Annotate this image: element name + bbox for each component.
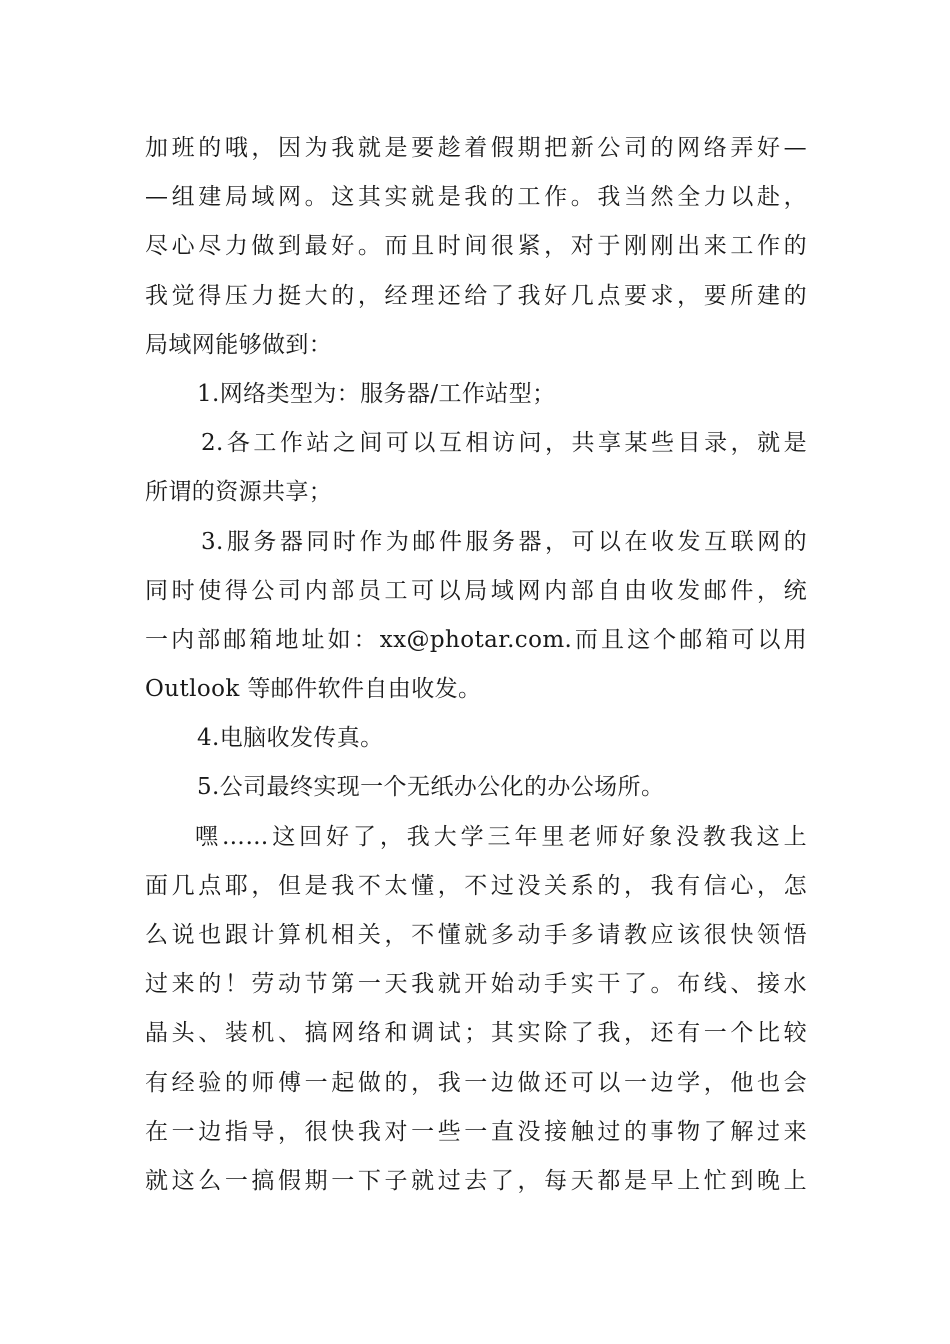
text-line-20: 有经验的师傅一起做的，我一边做还可以一边学，他也会 <box>145 1069 807 1096</box>
text-line-10: 同时使得公司内部员工可以局域网内部自由收发邮件，统 <box>145 577 807 604</box>
text-line-16: 面几点耶，但是我不太懂，不过没关系的，我有信心，怎 <box>145 872 807 899</box>
text-line-17: 么说也跟计算机相关，不懂就多动手多请教应该很快领悟 <box>145 922 807 948</box>
text-line-9: 3.服务器同时作为邮件服务器，可以在收发互联网的 <box>201 528 807 555</box>
text-line-11: 一内部邮箱地址如：xx@photar.com.而且这个邮箱可以用 <box>145 626 807 653</box>
text-line-22: 就这么一搞假期一下子就过去了，每天都是早上忙到晚上 <box>145 1167 807 1194</box>
text-line-3: 尽心尽力做到最好。而且时间很紧，对于刚刚出来工作的 <box>145 233 807 260</box>
text-line-7: 2.各工作站之间可以互相访问，共享某些目录，就是 <box>201 430 807 457</box>
text-line-18: 过来的！劳动节第一天我就开始动手实干了。布线、接水 <box>145 971 807 998</box>
text-line-5: 局域网能够做到： <box>145 331 333 358</box>
text-line-15: 嘿……这回好了，我大学三年里老师好象没教我这上 <box>195 823 807 850</box>
text-line-8: 所谓的资源共享； <box>145 479 333 506</box>
document-body <box>145 124 807 1206</box>
text-line-19: 晶头、装机、搞网络和调试；其实除了我，还有一个比较 <box>145 1020 807 1047</box>
text-line-12: Outlook 等邮件软件自由收发。 <box>145 676 482 703</box>
text-line-6: 1.网络类型为：服务器/工作站型； <box>197 380 556 407</box>
text-line-14: 5.公司最终实现一个无纸办公化的办公场所。 <box>197 774 665 801</box>
text-line-13: 4.电脑收发传真。 <box>197 725 384 752</box>
text-line-21: 在一边指导，很快我对一些一直没接触过的事物了解过来 <box>145 1118 807 1145</box>
text-line-2: —组建局域网。这其实就是我的工作。我当然全力以赴， <box>145 184 807 211</box>
text-line-1: 加班的哦，因为我就是要趁着假期把新公司的网络弄好— <box>145 135 807 161</box>
text-line-4: 我觉得压力挺大的，经理还给了我好几点要求，要所建的 <box>145 282 807 309</box>
